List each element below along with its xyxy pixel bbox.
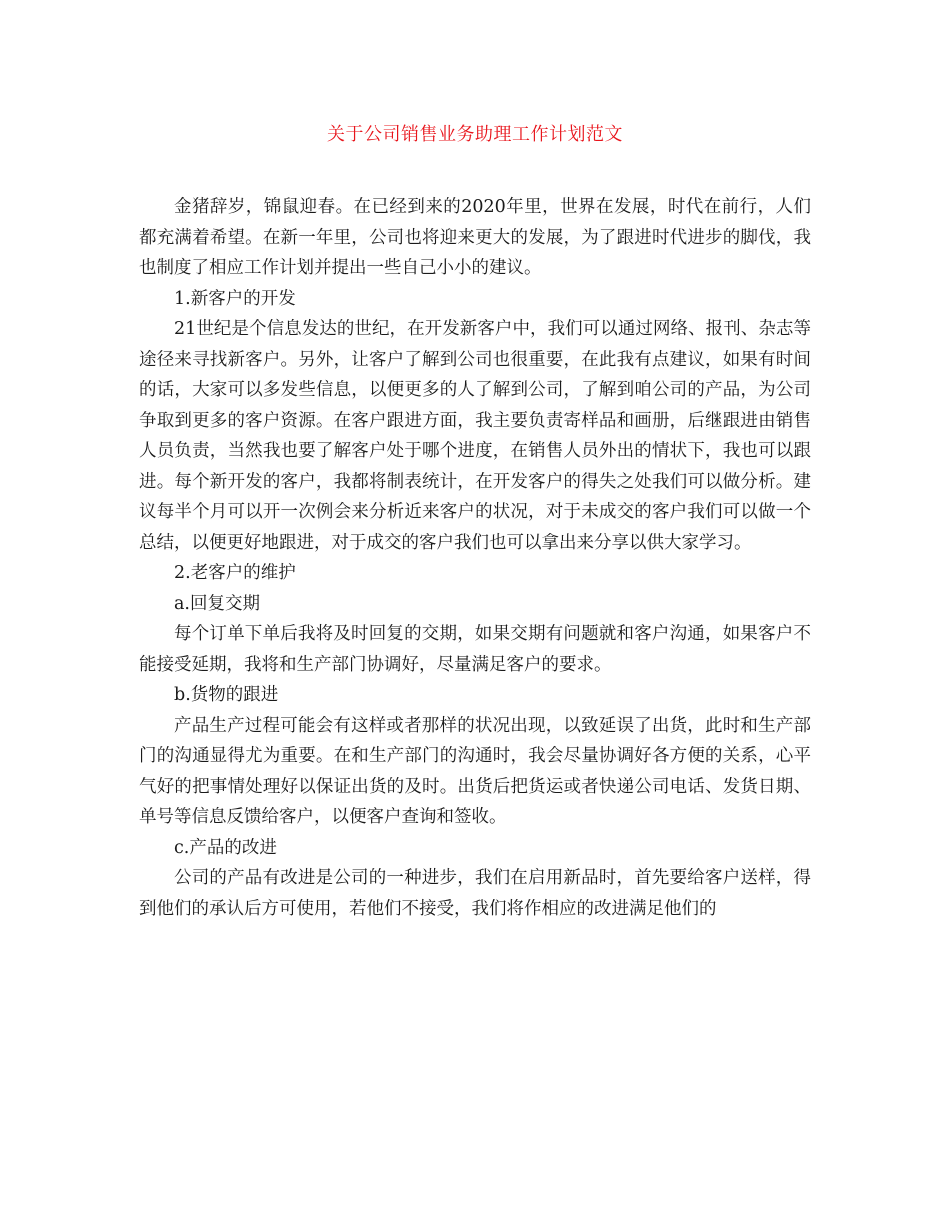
document-body bbox=[139, 192, 811, 924]
intro-paragraph: 金猪辞岁，锦鼠迎春。在已经到来的2020年里，世界在发展，时代在前行，人们都充满着希望。在新一年里，公司也将迎来更大的发展，为了跟进时代进步的脚伐，我也制度了相应工作计划并提出一些自己小小的建议。 bbox=[139, 197, 811, 278]
subheading-product-improvement: c.产品的改进 bbox=[174, 837, 277, 858]
section-heading-old-customers: 2.老客户的维护 bbox=[174, 563, 296, 583]
goods-followup-paragraph: 产品生产过程可能会有这样或者那样的状况出现，以致延误了出货，此时和生产部门的沟通显得尤为重要。在和生产部门的沟通时，我会尽量协调好各方便的关系，心平气好的把事情处理好以保证出货的及时。出货后把货运或者快递公司电话、发货日期、单号等信息反馈给客户，以便客户查询和签收。 bbox=[139, 715, 811, 827]
subheading-delivery-reply: a.回复交期 bbox=[174, 593, 260, 614]
subheading-goods-followup: b.货物的跟进 bbox=[174, 685, 279, 705]
product-improvement-paragraph: 公司的产品有改进是公司的一种进步，我们在启用新品时，首先要给客户送样，得到他们的承认后方可使用，若他们不接受，我们将作相应的改进满足他们的 bbox=[139, 868, 811, 919]
delivery-reply-paragraph: 每个订单下单后我将及时回复的交期，如果交期有问题就和客户沟通，如果客户不能接受延期，我将和生产部门协调好，尽量满足客户的要求。 bbox=[139, 624, 811, 675]
document-title: 关于公司销售业务助理工作计划范文 bbox=[327, 124, 623, 145]
new-customers-paragraph: 21世纪是个信息发达的世纪，在开发新客户中，我们可以通过网络、报刊、杂志等途径来寻找新客户。另外，让客户了解到公司也很重要，在此我有点建议，如果有时间的话，大家可以多发些信息，以便更多的人了解到公司，了解到咱公司的产品，为公司争取到更多的客户资源。在客户跟进方面，我主要负责寄样品和画册，后继跟进由销售人员负责，当然我也要了解客户处于哪个进度，在销售人员外出的情状下，我也可以跟进。每个新开发的客户，我都将制表统计，在开发客户的得失之处我们可以做分析。建议每半个月可以开一次例会来分析近来客户的状况，对于未成交的客户我们可以做一个总结，以便更好地跟进，对于成交的客户我们也可以拿出来分享以供大家学习。 bbox=[139, 319, 811, 553]
section-heading-new-customers: 1.新客户的开发 bbox=[174, 288, 296, 309]
